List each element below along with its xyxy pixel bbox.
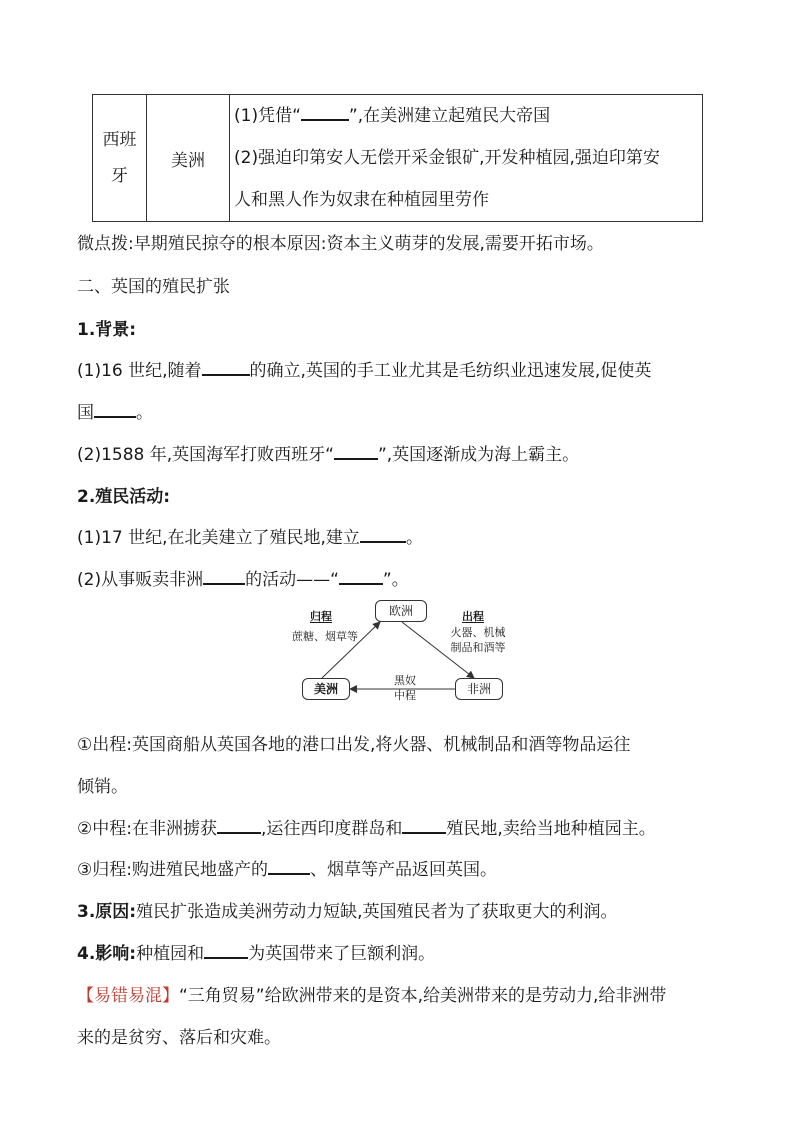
activities-item1	[77, 523, 423, 548]
region-cell: 美洲	[147, 95, 230, 222]
background-item1-line2	[77, 398, 153, 423]
text-segment: 的活动——“	[245, 570, 339, 590]
country-cell	[93, 95, 147, 222]
america-box: 美洲	[302, 678, 350, 700]
activities-heading: 2.殖民活动:	[77, 487, 171, 507]
detail-cell	[230, 95, 703, 222]
text-segment: (1)17 世纪,在北美建立了殖民地,建立	[77, 528, 360, 548]
text-segment: ”。	[382, 570, 409, 590]
text-segment: (2)从事贩卖非洲	[77, 570, 204, 590]
blank	[268, 857, 310, 875]
return-leg	[77, 855, 497, 880]
tip-line2: 来的是贫穷、落后和灾难。	[77, 1028, 281, 1048]
blank	[334, 442, 378, 460]
text-segment: 国	[77, 403, 94, 423]
blank	[360, 525, 406, 543]
table-row	[93, 95, 703, 222]
background-item2	[77, 440, 579, 465]
text-segment: 。	[405, 528, 423, 548]
triangle-trade-diagram	[280, 600, 510, 705]
reason-heading: 3.原因:	[77, 902, 137, 922]
reason-line	[77, 897, 618, 922]
impact-line	[77, 939, 435, 964]
detail-line-3: 人和黑人作为奴隶在种植园里劳作	[234, 190, 489, 210]
tip-tag: 【易错易混】	[77, 986, 179, 1006]
text-segment: ②中程:在非洲掳获	[77, 819, 217, 839]
tip-line1	[77, 981, 666, 1006]
section-title: 二、英国的殖民扩张	[77, 277, 230, 297]
reason-text: 殖民扩张造成美洲劳动力短缺,英国殖民者为了获取更大的利润。	[136, 902, 618, 922]
text-segment: 种植园和	[136, 944, 205, 964]
detail1-prefix: (1)凭借“	[234, 106, 301, 126]
background-heading: 1.背景:	[77, 320, 137, 340]
blank	[301, 103, 349, 121]
country-line-1: 西班	[102, 130, 137, 150]
text-segment: (1)16 世纪,随着	[77, 361, 202, 381]
text-segment: ,运往西印度群岛和	[260, 819, 403, 839]
background-item1-line1	[77, 356, 651, 381]
text-segment: 的确立,英国的手工业尤其是毛纺织业迅速发展,促使英	[249, 361, 652, 381]
activities-item2	[77, 565, 409, 590]
blank	[339, 567, 383, 585]
impact-heading: 4.影响:	[77, 944, 137, 964]
middle-leg	[77, 814, 656, 839]
return-goods: 蔗糖、烟草等	[292, 630, 358, 643]
text-segment: 为英国带来了巨额利润。	[248, 944, 436, 964]
middle-label-2: 中程	[394, 689, 416, 702]
outbound-leg-line2: 倾销。	[77, 777, 128, 797]
note-text: 微点拨:早期殖民掠夺的根本原因:资本主义萌芽的发展,需要开拓市场。	[77, 234, 604, 254]
europe-box: 欧洲	[375, 600, 427, 622]
detail-line-2: (2)强迫印第安人无偿开采金银矿,开发种植园,强迫印第安	[234, 148, 660, 168]
blank	[217, 816, 261, 834]
detail-line-1	[234, 95, 702, 137]
blank	[202, 358, 250, 376]
africa-box: 非洲	[455, 678, 503, 700]
text-segment: 、烟草等产品返回英国。	[309, 860, 497, 880]
blank	[204, 941, 248, 959]
text-segment: (2)1588 年,英国海军打败西班牙“	[77, 445, 334, 465]
return-title: 归程	[310, 610, 332, 623]
text-segment: 殖民地,卖给当地种植园主。	[446, 819, 656, 839]
outbound-leg-line1: ①出程:英国商船从英国各地的港口出发,将火器、机械制品和酒等物品运往	[77, 735, 631, 755]
blank	[203, 567, 245, 585]
country-line-2: 牙	[111, 166, 128, 186]
middle-label-1: 黑奴	[394, 674, 416, 687]
outbound-title: 出程	[462, 610, 484, 623]
text-segment: ③归程:购进殖民地盛产的	[77, 860, 268, 880]
outbound-goods-1: 火器、机械	[450, 626, 506, 639]
blank	[402, 816, 446, 834]
blank	[94, 400, 136, 418]
tip-text: “三角贸易”给欧洲带来的是资本,给美洲带来的是劳动力,给非洲带	[179, 986, 667, 1006]
text-segment: ”,英国逐渐成为海上霸主。	[377, 445, 580, 465]
colony-table	[92, 94, 703, 222]
text-segment: 。	[136, 403, 153, 423]
outbound-goods-2: 制品和酒等	[450, 641, 506, 654]
detail1-suffix: ”,在美洲建立起殖民大帝国	[348, 106, 551, 126]
